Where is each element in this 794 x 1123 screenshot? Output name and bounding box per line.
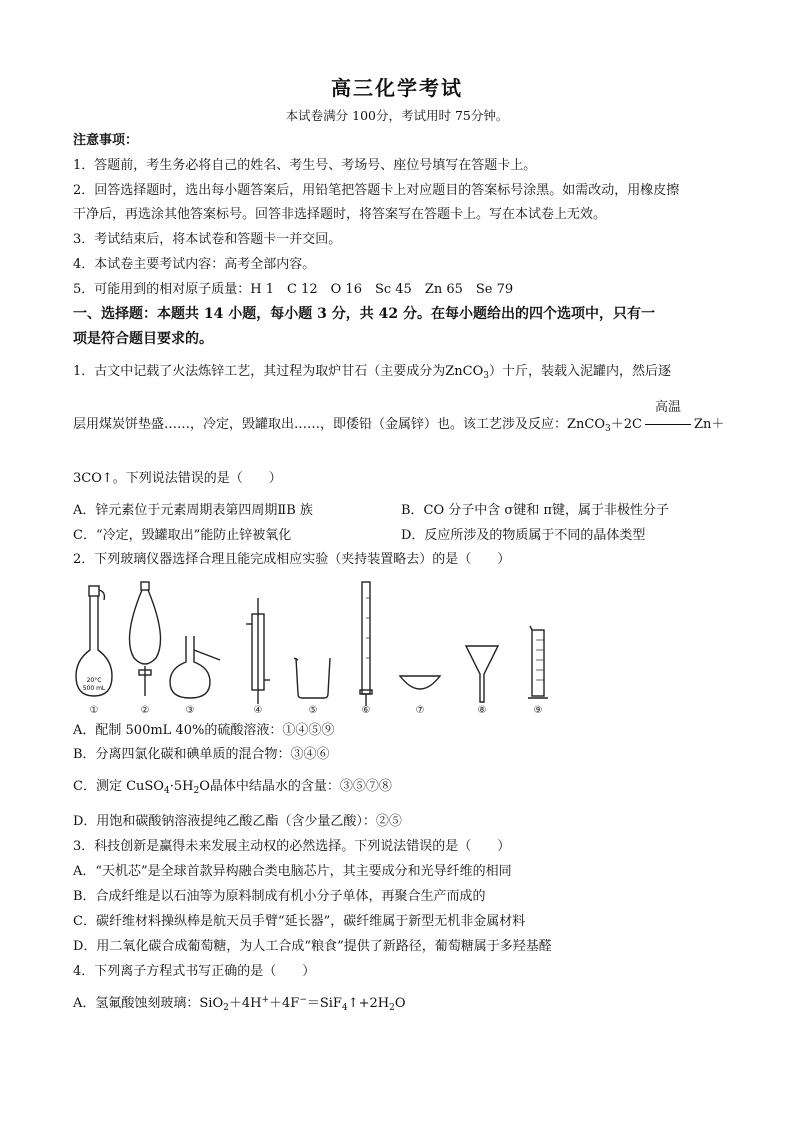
evaporating-dish-icon — [400, 676, 440, 689]
exam-title: 高三化学考试 — [331, 76, 463, 100]
notice-item: 3．考试结束后，将本试卷和答题卡一并交回。 — [73, 232, 342, 247]
notice-item: 5．可能用到的相对原子质量：H 1 C 12 O 16 Sc 45 Zn 65 Se 79 — [73, 282, 514, 297]
funnel-icon — [466, 646, 498, 702]
flask-label-volume: 500 mL — [82, 685, 106, 692]
notice-item: 2．回答选择题时，选出每小题答案后，用铅笔把答题卡上对应题目的答案标号涂黑。如需改动，用橡皮擦 — [73, 183, 680, 198]
q3-option-b: B．合成纤维是以石油等为原料制成有机小分子单体，再聚合生产而成的 — [73, 889, 486, 904]
q3-stem: 3．科技创新是赢得未来发展主动权的必然选择。下列说法错误的是（ ） — [73, 839, 511, 854]
apparatus-number: ③ — [185, 705, 195, 716]
section-heading-cont: 项是符合题目要求的。 — [73, 331, 213, 347]
condenser-icon — [246, 598, 270, 704]
section-heading: 一、选择题：本题共 14 小题，每小题 3 分，共 42 分。在每小题给出的四个选项中，只有一 — [73, 306, 655, 322]
q1-option-a: A．锌元素位于元素周期表第四周期ⅡB 族 — [73, 503, 313, 518]
q1-option-d: D．反应所涉及的物质属于不同的晶体类型 — [401, 528, 646, 543]
apparatus-number: ⑤ — [308, 705, 318, 716]
notice-item: 4．本试卷主要考试内容：高考全部内容。 — [73, 257, 316, 272]
q3-option-d: D．用二氧化碳合成葡萄糖，为人工合成“粮食”提供了新路径，葡萄糖属于多羟基醛 — [73, 939, 552, 954]
q1-stem-line2: 层用煤炭饼垫盛……，冷定，毁罐取出……，即倭铅（金属锌）也。该工艺涉及反应：ZnCO$_3$＋2C 高温 Zn＋ — [73, 400, 725, 434]
q2-option-b: B．分离四氯化碳和碘单质的混合物：③④⑥ — [73, 747, 330, 762]
apparatus-number: ① — [89, 705, 99, 716]
burette-icon — [360, 582, 372, 706]
q2-option-c: C．测定 $CuSO_4\cdot 5H_2O$晶体中结晶水的含量：③⑤⑦⑧ — [73, 779, 392, 796]
q1-option-c: C．“冷定，毁罐取出”能防止锌被氧化 — [73, 528, 292, 543]
notice-heading: 注意事项： — [73, 133, 139, 148]
apparatus-number: ⑨ — [533, 705, 543, 716]
beaker-icon — [294, 658, 330, 698]
reaction-condition: 高温 — [643, 416, 693, 434]
apparatus-number: ② — [140, 705, 150, 716]
distillation-flask-icon — [170, 636, 220, 698]
glassware-figure — [70, 578, 556, 718]
q4-option-a: A．氢氟酸蚀刻玻璃：$SiO_2+4H^++4F^-=SiF_4↑+2H_2O$ — [73, 995, 406, 1013]
q3-option-a: A．“天机芯”是全球首款异构融合类电脑芯片，其主要成分和光导纤维的相同 — [73, 864, 512, 879]
apparatus-number: ④ — [253, 705, 263, 716]
q4-stem: 4．下列离子方程式书写正确的是（ ） — [73, 964, 316, 979]
q2-stem: 2．下列玻璃仪器选择合理且能完成相应实验（夹持装置略去）的是（ ） — [73, 552, 511, 567]
q2-option-d: D．用饱和碳酸钠溶液提纯乙酸乙酯（含少量乙酸）：②⑤ — [73, 814, 402, 829]
apparatus-number: ⑧ — [477, 705, 487, 716]
q1-stem-line3: 3CO↑。下列说法错误的是（ ） — [73, 471, 282, 486]
q2-option-a: A．配制 500mL 40%的硫酸溶液：①④⑤⑨ — [73, 723, 335, 738]
exam-subtitle: 本试卷满分 100分，考试用时 75分钟。 — [285, 108, 509, 123]
q3-option-c: C．碳纤维材料操纵棒是航天员手臂“延长器”，碳纤维属于新型无机非金属材料 — [73, 914, 526, 929]
notice-item: 1．答题前，考生务必将自己的姓名、考生号、考场号、座位号填写在答题卡上。 — [73, 158, 537, 173]
q1-option-b: B．CO 分子中含 σ键和 π键，属于非极性分子 — [401, 503, 669, 518]
apparatus-number: ⑥ — [361, 705, 371, 716]
notice-item: 干净后，再选涂其他答案标号。回答非选择题时，将答案写在答题卡上。写在本试卷上无效。 — [73, 207, 607, 222]
q1-stem-line1: 1．古文中记载了火法炼锌工艺，其过程为取炉甘石（主要成分为ZnCO$_3$）十斤，装载入泥罐内，然后逐 — [73, 364, 672, 381]
graduated-cylinder-icon — [528, 626, 548, 698]
apparatus-number: ⑦ — [415, 705, 425, 716]
flask-label-temp: 20°C — [86, 677, 102, 684]
separatory-funnel-icon — [130, 582, 161, 696]
